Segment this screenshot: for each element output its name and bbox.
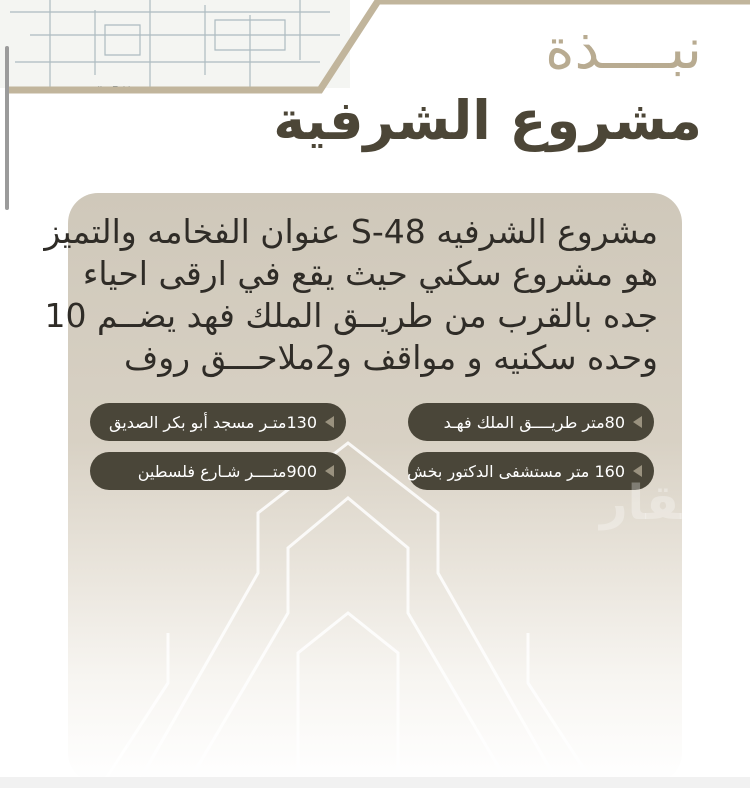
distance-badge-king-fahd-road [408, 403, 654, 441]
project-description [44, 211, 658, 379]
vertical-scrollbar[interactable] [5, 46, 9, 210]
section-subtitle: نبــــذة [545, 17, 702, 82]
description-line: جده بالقرب من طريــق الملك فهد يضــم 10 [44, 296, 658, 335]
description-line: مشروع الشرفيه S-48 عنوان الفخامه والتميز [44, 212, 658, 251]
watermark-logo: عقار [600, 475, 713, 531]
arrow-left-icon [325, 465, 334, 477]
bottom-edge [0, 777, 750, 788]
description-line: وحده سكنيه و مواقف و2ملاحـــق روف [124, 338, 658, 377]
project-info-card [44, 193, 713, 783]
distance-label: 80متر طريــــق الملك فهـد [443, 412, 625, 432]
distance-label: 160 متر مستشفى الدكتور بخش [407, 461, 625, 481]
arrow-left-icon [325, 416, 334, 428]
map-street-label: ...ibn Zaid [90, 85, 131, 94]
distance-label: 900متــــر شـارع فلسطين [137, 461, 317, 481]
distance-badge-mosque [90, 403, 346, 441]
arrow-left-icon [633, 416, 642, 428]
distance-label: 130متـر مسجد أبو بكر الصديق [108, 412, 317, 432]
distance-badge-palestine-street [90, 452, 346, 490]
description-line: هو مشروع سكني حيث يقع في ارقى احياء [82, 254, 658, 293]
page-title: مشروع الشرفية [273, 89, 702, 152]
